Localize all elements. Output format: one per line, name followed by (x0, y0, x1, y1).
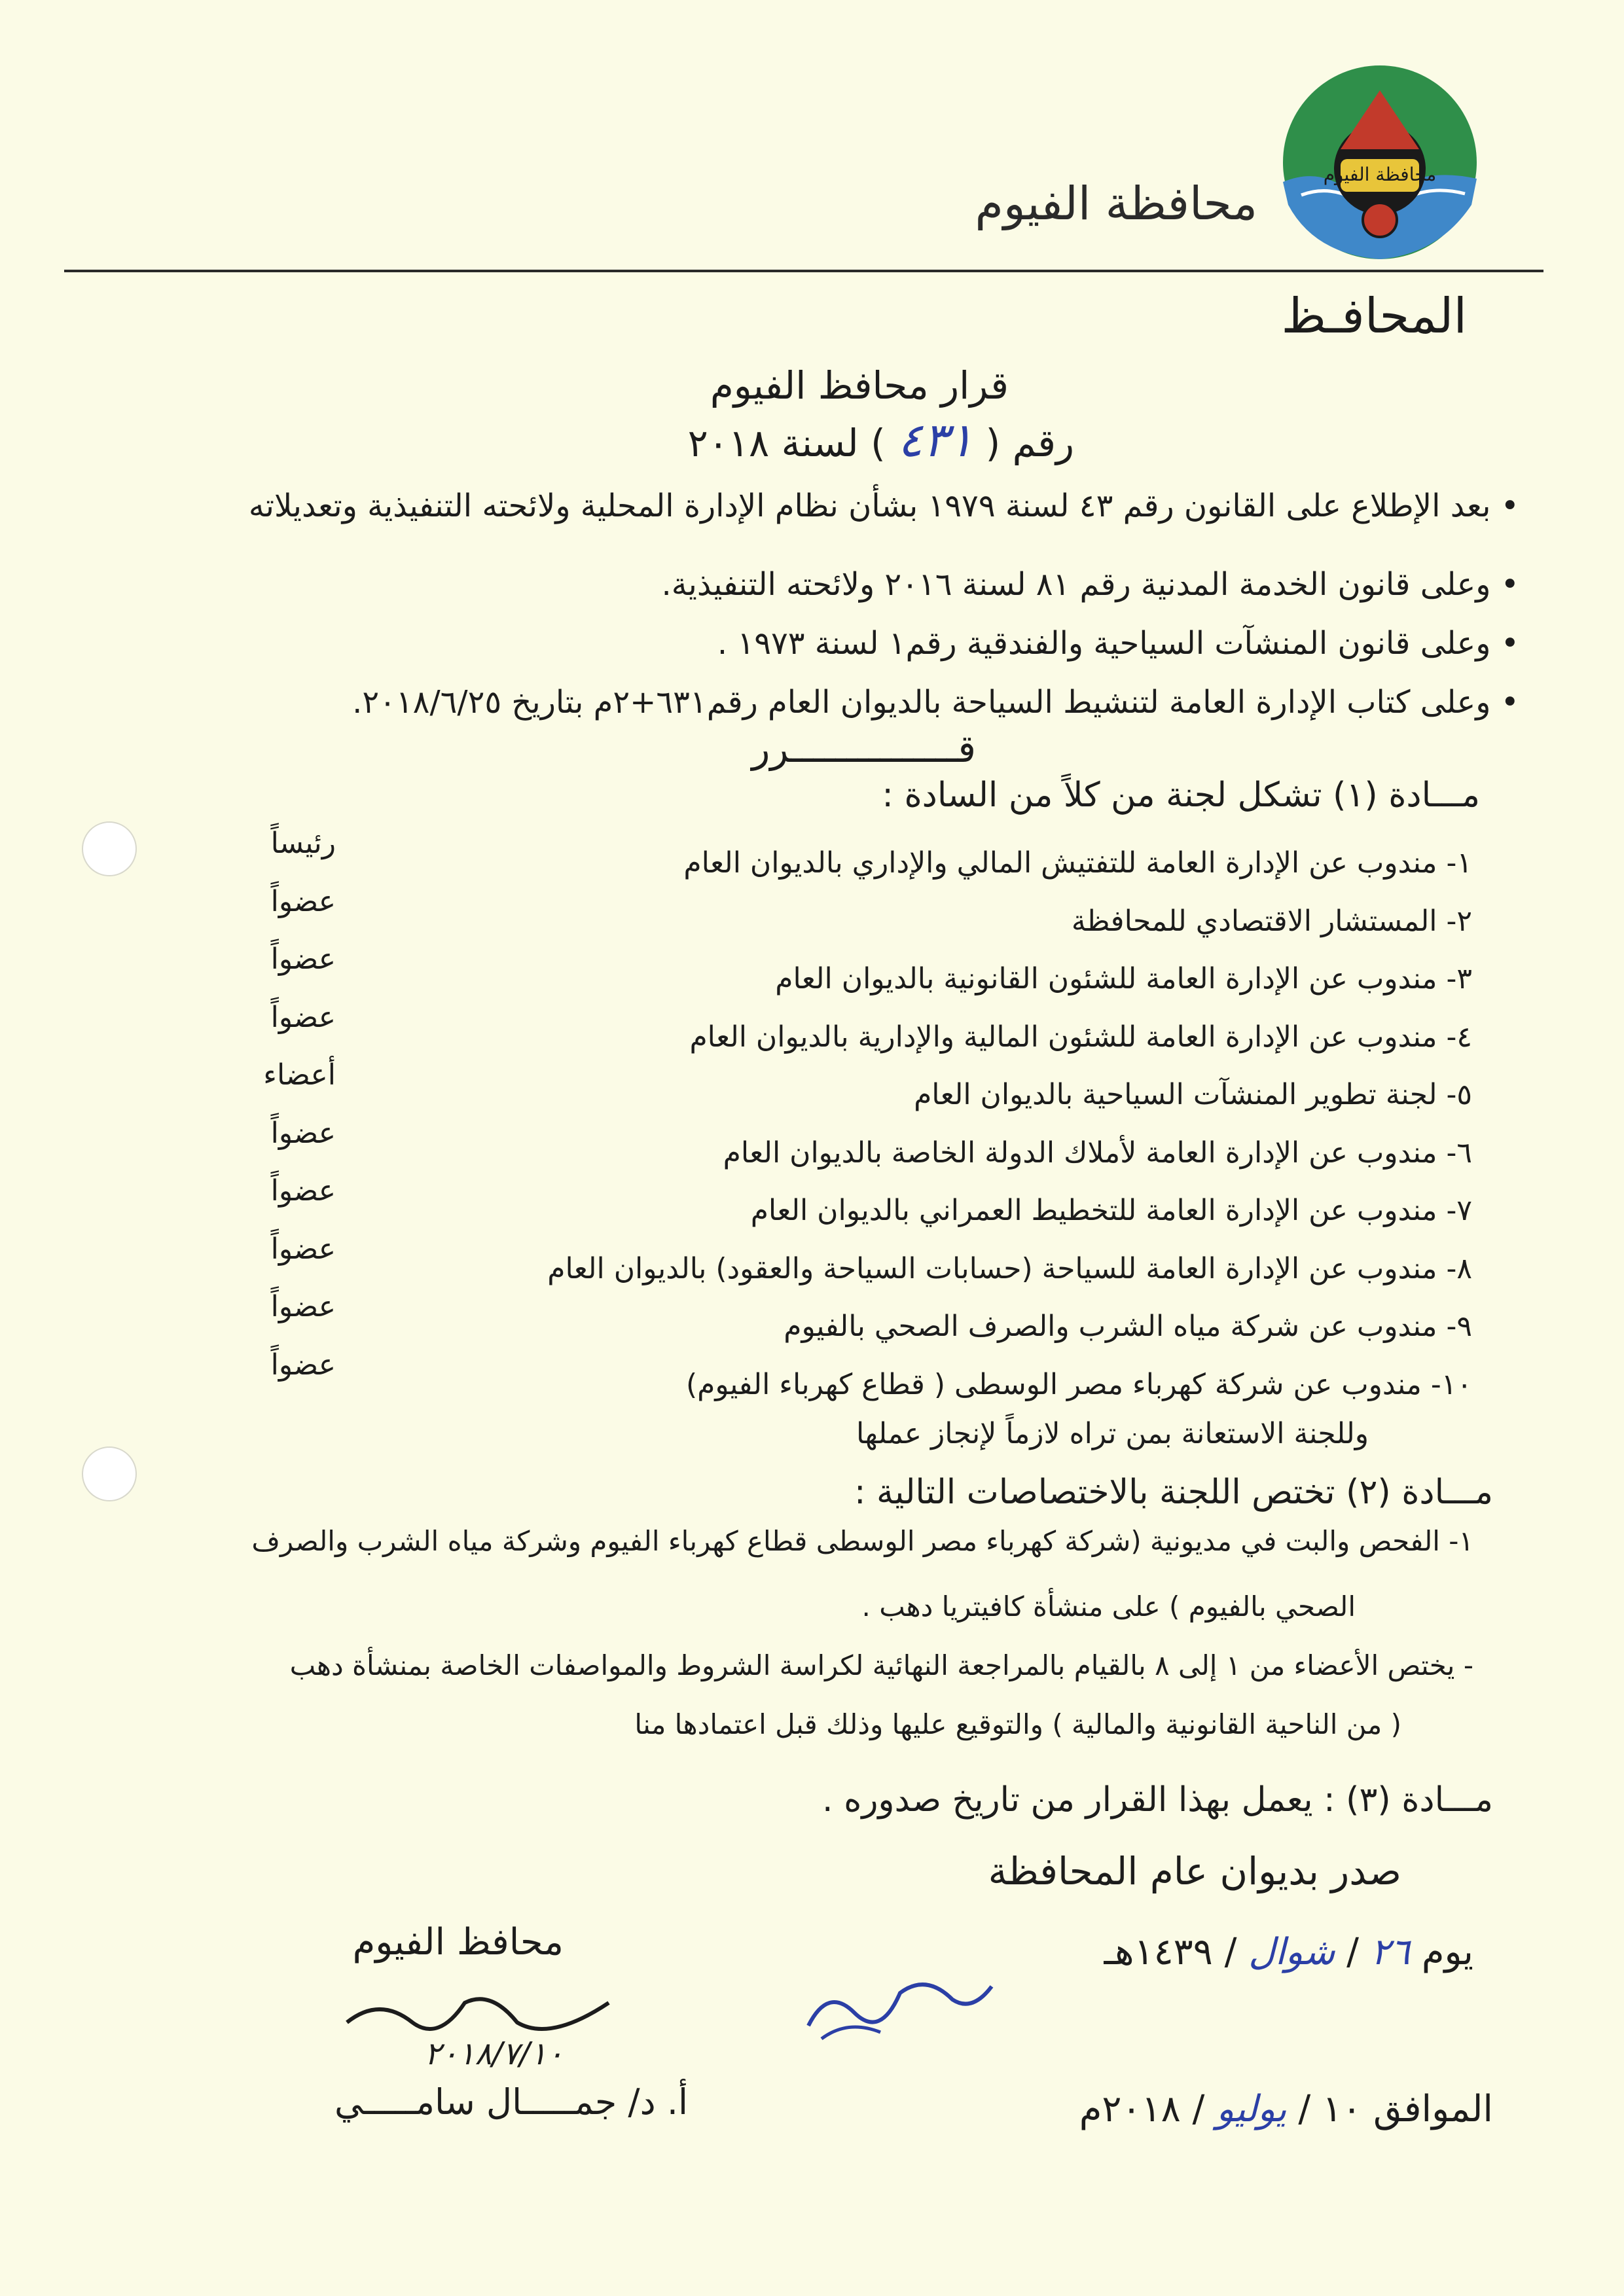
committee-member: ١- مندوب عن الإدارة العامة للتفتيش المالي والإداري بالديوان العام (683, 846, 1472, 880)
article-2-item-2-line-1: - يختص الأعضاء من ١ إلى ٨ بالقيام بالمراجعة النهائية لكراسة الشروط والمواصفات الخاصة بمنشأة دهب (289, 1649, 1473, 1681)
committee-member: ٧- مندوب عن الإدارة العامة للتخطيط العمراني بالديوان العام (750, 1194, 1472, 1227)
article-2-item-1-line-2: الصحي بالفيوم ) على منشأة كافيتريا دهب . (861, 1590, 1356, 1623)
article-2-item-2-line-2: ( من الناحية القانونية والمالية ) والتوقيع عليها وذلك قبل اعتمادها منا (634, 1708, 1401, 1740)
member-role: عضواً (270, 1174, 336, 1208)
hijri-year: ١٤٣٩هـ (1104, 1931, 1213, 1973)
committee-note: وللجنة الاستعانة بمن تراه لازماً لإنجاز عملها (856, 1417, 1369, 1450)
article-1-heading: مـــادة (١) تشكل لجنة من كلاً من السادة : (882, 776, 1480, 815)
committee-member: ٢- المستشار الاقتصادي للمحافظة (1071, 904, 1472, 938)
member-role: عضواً (270, 884, 336, 918)
gregorian-day: ١٠ (1322, 2088, 1362, 2130)
header-divider (64, 270, 1543, 272)
preamble-line-1: • بعد الإطلاع على القانون رقم ٤٣ لسنة ١٩٧٩ بشأن نظام الإدارة المحلية ولائحته التنفيذية وتعديلاته (248, 488, 1519, 524)
decision-title: قرار محافظ الفيوم (710, 363, 1009, 408)
decision-number-handwritten: ٤٣١ (897, 412, 974, 467)
member-role: عضواً (270, 1348, 336, 1382)
committee-member: ٤- مندوب عن الإدارة العامة للشئون المالية والإدارية بالديوان العام (689, 1020, 1472, 1054)
hijri-date: يوم ٢٦ / شوال / ١٤٣٩هـ (1104, 1931, 1473, 1973)
committee-member: ٨- مندوب عن الإدارة العامة للسياحة (حسابات السياحة والعقود) بالديوان العام (547, 1251, 1472, 1285)
gregorian-date: الموافق ١٠ / يوليو / ٢٠١٨م (1079, 2088, 1493, 2130)
committee-member: ٣- مندوب عن الإدارة العامة للشئون القانونية بالديوان العام (775, 962, 1472, 996)
committee-member: ٥- لجنة تطوير المنشآت السياحية بالديوان العام (914, 1078, 1472, 1111)
preamble-line-4: • وعلى كتاب الإدارة العامة لتنشيط السياحة بالديوان العام رقم٦٣١+٢م بتاريخ ٢٠١٨/٦/٢٥. (352, 684, 1519, 721)
signatory-name: أ. د/ جمـــــال سامـــــي (334, 2081, 688, 2123)
decision-number-suffix: ) لسنة ٢٠١٨ (687, 421, 886, 465)
member-role: أعضاء (263, 1058, 336, 1092)
article-2-item-1-line-1: ١- الفحص والبت في مديونية (شركة كهرباء مصر الوسطى قطاع كهرباء الفيوم وشركة مياه الشرب والصرف (251, 1525, 1473, 1557)
punch-hole (82, 821, 137, 876)
member-role: عضواً (270, 1000, 336, 1034)
issuance-place: صدر بديوان عام المحافظة (988, 1849, 1401, 1893)
member-role: عضواً (270, 942, 336, 976)
article-2-heading: مـــادة (٢) تختص اللجنة بالاختصاصات التالية : (854, 1473, 1493, 1512)
committee-member: ٩- مندوب عن شركة مياه الشرب والصرف الصحي بالفيوم (784, 1310, 1472, 1343)
governorate-logo (1275, 64, 1485, 267)
decision-number-prefix: رقم ( (985, 421, 1074, 465)
hijri-day: ٢٦ (1370, 1931, 1410, 1973)
committee-roles-list (166, 815, 336, 1394)
committee-member: ١٠- مندوب عن شركة كهرباء مصر الوسطى ( قطاع كهرباء الفيوم) (686, 1367, 1472, 1401)
gregorian-year: ٢٠١٨م (1079, 2088, 1181, 2130)
member-role: عضواً (270, 1116, 336, 1150)
decided-heading: قـــــــــــــــرر (751, 726, 976, 771)
signatory-title: محافظ الفيوم (352, 1921, 564, 1964)
article-3-text: مـــادة (٣) : يعمل بهذا القرار من تاريخ صدوره . (822, 1780, 1493, 1820)
hijri-month: شوال (1248, 1931, 1335, 1973)
member-role: عضواً (270, 1290, 336, 1323)
punch-hole (82, 1446, 137, 1501)
office-title: المحافـظ (1281, 288, 1467, 344)
preamble-line-3: • وعلى قانون المنشآت السياحية والفندقية رقم١ لسنة ١٩٧٣ . (717, 625, 1519, 662)
decision-number (688, 412, 1074, 467)
gregorian-prefix: الموافق (1373, 2088, 1493, 2130)
hijri-prefix: يوم (1421, 1931, 1473, 1973)
preamble-line-2: • وعلى قانون الخدمة المدنية رقم ٨١ لسنة ٢٠١٦ ولائحته التنفيذية. (661, 566, 1519, 603)
initials-scribble (802, 1947, 998, 2052)
logo-text: محافظة الفيوم (1323, 164, 1437, 185)
governorate-name: محافظة الفيوم (975, 177, 1257, 230)
member-role: عضواً (270, 1232, 336, 1266)
gregorian-month: يوليو (1216, 2088, 1287, 2130)
member-role: رئيساً (270, 827, 336, 860)
signature-handwritten-date: ٢٠١٨/٧/١٠ (424, 2036, 564, 2072)
committee-member: ٦- مندوب عن الإدارة العامة لأملاك الدولة الخاصة بالديوان العام (723, 1136, 1472, 1170)
